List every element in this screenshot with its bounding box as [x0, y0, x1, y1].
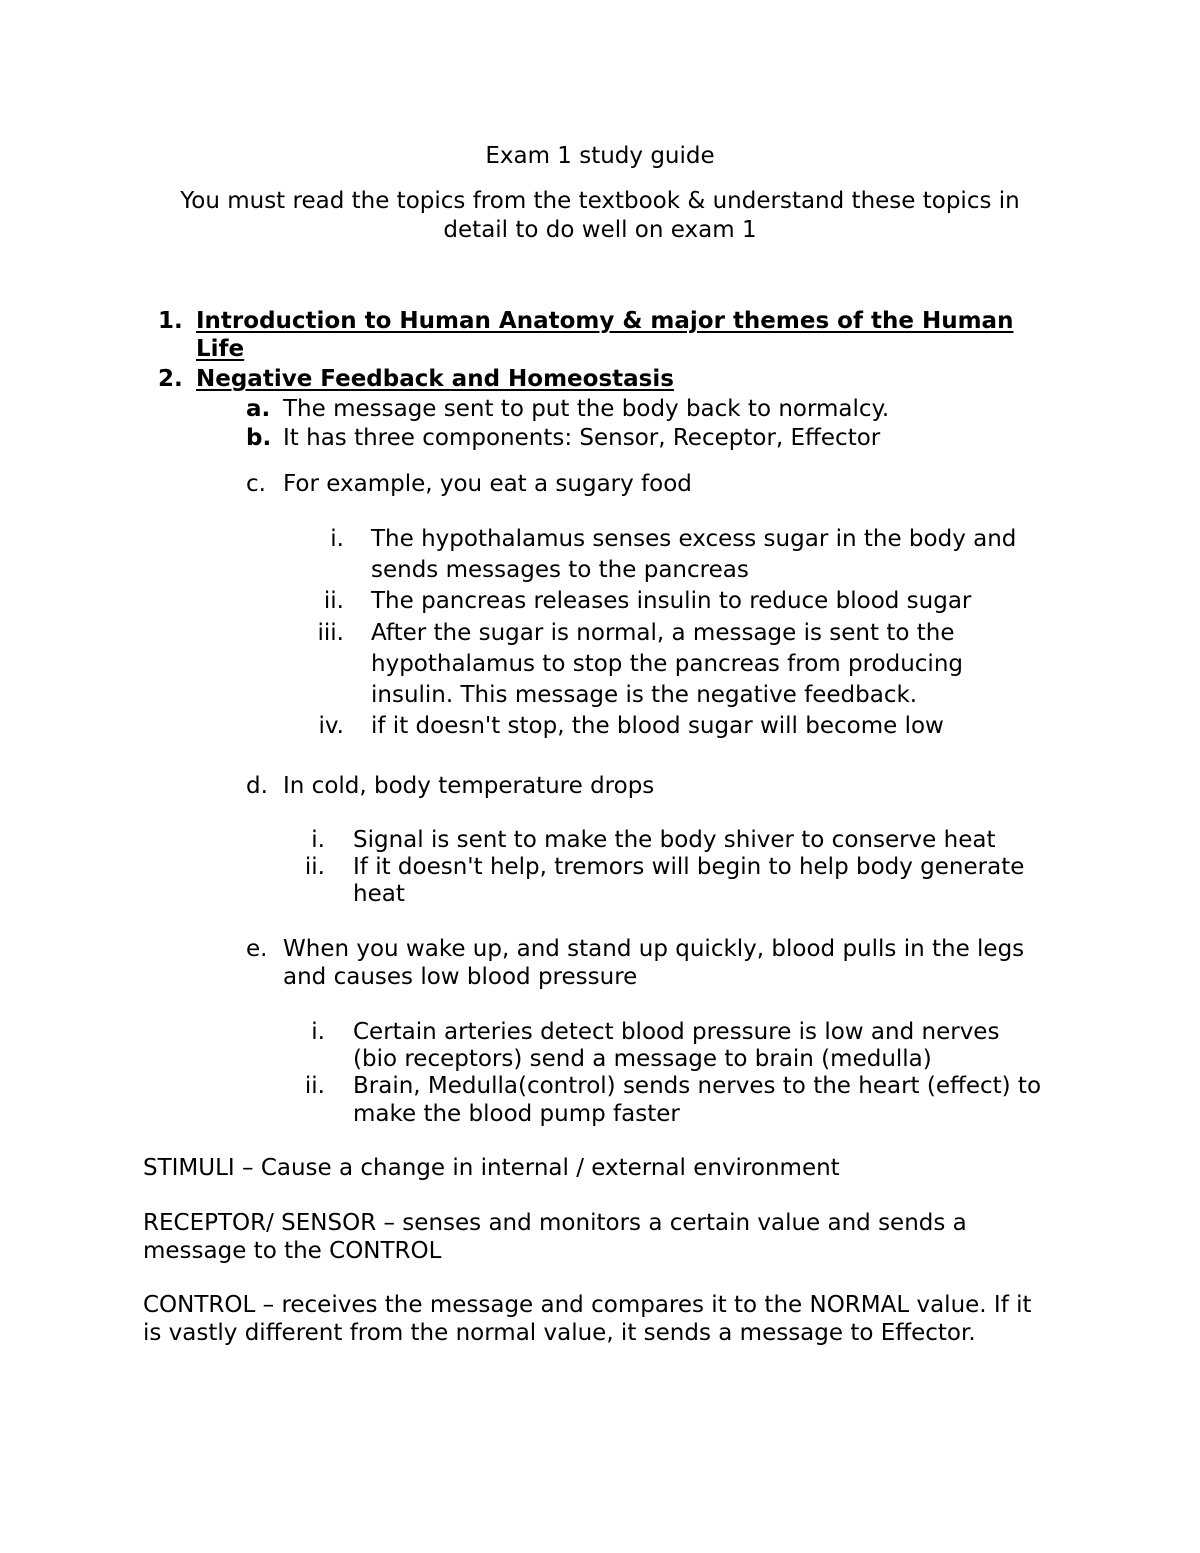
item-e-line-2: and causes low blood pressure [283, 964, 638, 990]
definition-control-line-1: CONTROL – receives the message and compares it to the NORMAL value. If it [143, 1292, 1032, 1318]
item-c-i-marker: i. [330, 526, 344, 552]
item-c-iii-line-3: insulin. This message is the negative feedback. [371, 682, 918, 708]
section-1-heading-line-2: Life [196, 336, 245, 362]
item-e-ii-marker: ii. [304, 1073, 325, 1099]
section-2-number: 2. [158, 366, 183, 392]
item-a-text: The message sent to put the body back to normalcy. [283, 396, 890, 422]
item-c-iii-marker: iii. [317, 620, 344, 646]
item-e-line-1: When you wake up, and stand up quickly, blood pulls in the legs [283, 936, 1025, 962]
item-c-i-line-1: The hypothalamus senses excess sugar in the body and [371, 526, 1017, 552]
item-c-iv-line-1: if it doesn't stop, the blood sugar will become low [371, 713, 944, 739]
item-d-ii-line-1: If it doesn't help, tremors will begin to help body generate [353, 854, 1025, 880]
item-e-marker: e. [246, 936, 268, 962]
item-d-ii-marker: ii. [304, 854, 325, 880]
item-e-ii-line-1: Brain, Medulla(control) sends nerves to the heart (effect) to [353, 1073, 1042, 1099]
item-d-ii-line-2: heat [353, 881, 405, 907]
definition-control-line-2: is vastly different from the normal value, it sends a message to Effector. [143, 1320, 976, 1346]
item-c-ii-marker: ii. [323, 588, 344, 614]
item-e-i-marker: i. [311, 1019, 325, 1045]
definition-receptor-line-2: message to the CONTROL [143, 1238, 442, 1264]
item-d-marker: d. [246, 773, 268, 799]
item-d-i-marker: i. [311, 827, 325, 853]
item-b-marker: b. [246, 425, 272, 451]
definition-stimuli: STIMULI – Cause a change in internal / external environment [143, 1155, 840, 1181]
item-e-i-line-1: Certain arteries detect blood pressure is low and nerves [353, 1019, 1000, 1045]
item-c-iv-marker: iv. [318, 713, 344, 739]
section-1-heading-line-1: Introduction to Human Anatomy & major themes of the Human [196, 308, 1014, 334]
item-c-text: For example, you eat a sugary food [283, 471, 692, 497]
definition-receptor-line-1: RECEPTOR/ SENSOR – senses and monitors a certain value and sends a [143, 1210, 967, 1236]
item-c-i-line-2: sends messages to the pancreas [371, 557, 749, 583]
item-c-ii-line-1: The pancreas releases insulin to reduce blood sugar [371, 588, 972, 614]
item-e-i-line-2: (bio receptors) send a message to brain (medulla) [353, 1046, 932, 1072]
page-title: Exam 1 study guide [485, 143, 715, 169]
intro-line-2: detail to do well on exam 1 [443, 217, 757, 243]
item-d-text: In cold, body temperature drops [283, 773, 655, 799]
item-c-iii-line-1: After the sugar is normal, a message is sent to the [371, 620, 955, 646]
intro-line-1: You must read the topics from the textbook & understand these topics in [180, 188, 1020, 214]
item-a-marker: a. [246, 396, 271, 422]
item-b-text: It has three components: Sensor, Receptor, Effector [283, 425, 881, 451]
item-c-iii-line-2: hypothalamus to stop the pancreas from producing [371, 651, 964, 677]
item-d-i-line-1: Signal is sent to make the body shiver to conserve heat [353, 827, 996, 853]
section-2-heading: Negative Feedback and Homeostasis [196, 366, 674, 392]
item-c-marker: c. [246, 471, 266, 497]
item-e-ii-line-2: make the blood pump faster [353, 1101, 680, 1127]
section-1-number: 1. [158, 308, 183, 334]
